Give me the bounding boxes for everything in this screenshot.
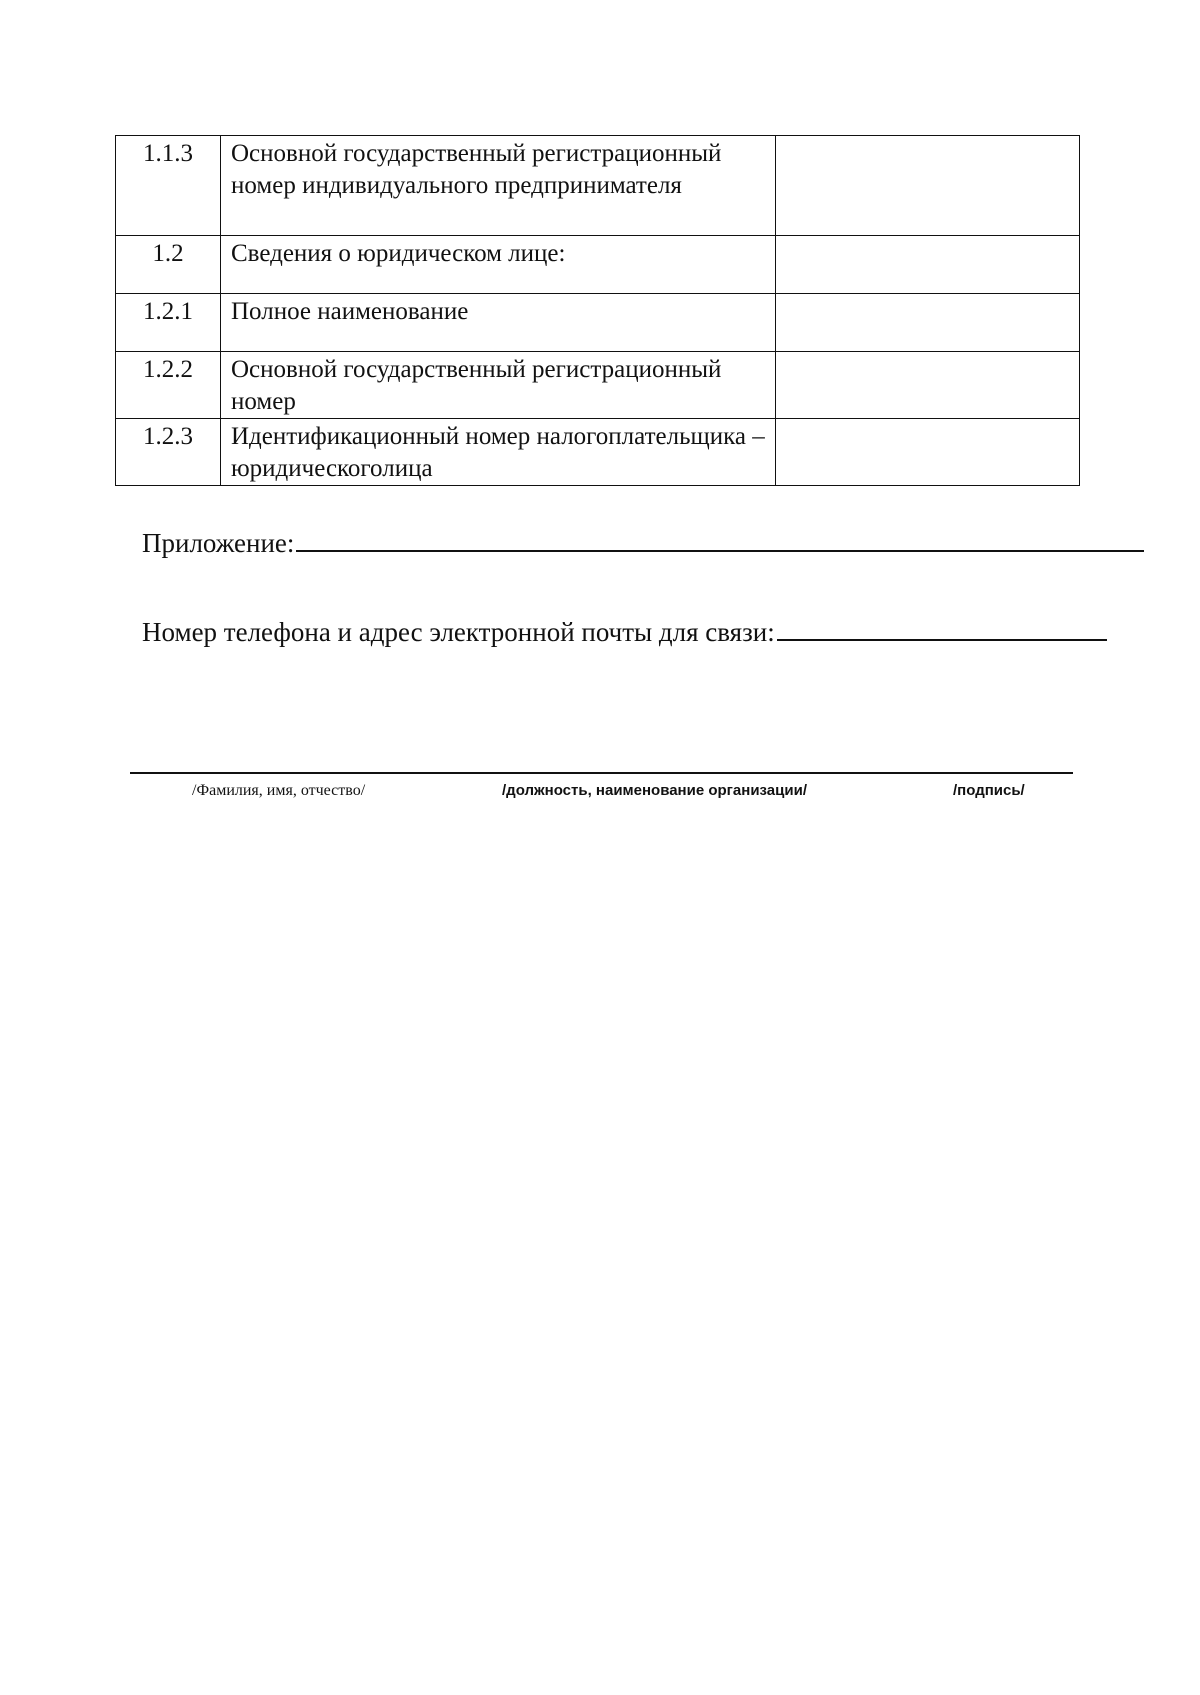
table-row [116, 236, 1080, 294]
row-value-field[interactable] [776, 236, 1080, 294]
row-label: Основной государственный регистрационный номер [221, 352, 776, 419]
name-caption: /Фамилия, имя, отчество/ [192, 782, 366, 799]
row-number: 1.1.3 [116, 136, 221, 236]
row-number: 1.2.3 [116, 419, 221, 486]
contact-line [142, 617, 1107, 648]
row-label: Основной государственный регистрационный номер индивидуального предпринимателя [221, 136, 776, 236]
attachment-field[interactable] [296, 549, 1144, 552]
attachment-line [142, 528, 1144, 559]
row-value-field[interactable] [776, 294, 1080, 352]
position-caption: /должность, наименование организации/ [502, 782, 807, 799]
table-row [116, 136, 1080, 236]
row-value-field[interactable] [776, 419, 1080, 486]
info-table [115, 135, 1080, 486]
contact-field[interactable] [777, 638, 1107, 641]
row-number: 1.2 [116, 236, 221, 294]
signature-line[interactable] [130, 772, 1073, 774]
attachment-label: Приложение: [142, 528, 295, 558]
row-number: 1.2.1 [116, 294, 221, 352]
row-number: 1.2.2 [116, 352, 221, 419]
table-row [116, 352, 1080, 419]
row-value-field[interactable] [776, 136, 1080, 236]
signature-caption: /подпись/ [953, 782, 1025, 799]
row-value-field[interactable] [776, 352, 1080, 419]
row-label: Сведения о юридическом лице: [221, 236, 776, 294]
contact-label: Номер телефона и адрес электронной почты для связи: [142, 617, 775, 647]
row-label: Идентификационный номер налогоплательщика – юридическоголица [221, 419, 776, 486]
table-row [116, 294, 1080, 352]
table-row [116, 419, 1080, 486]
row-label: Полное наименование [221, 294, 776, 352]
